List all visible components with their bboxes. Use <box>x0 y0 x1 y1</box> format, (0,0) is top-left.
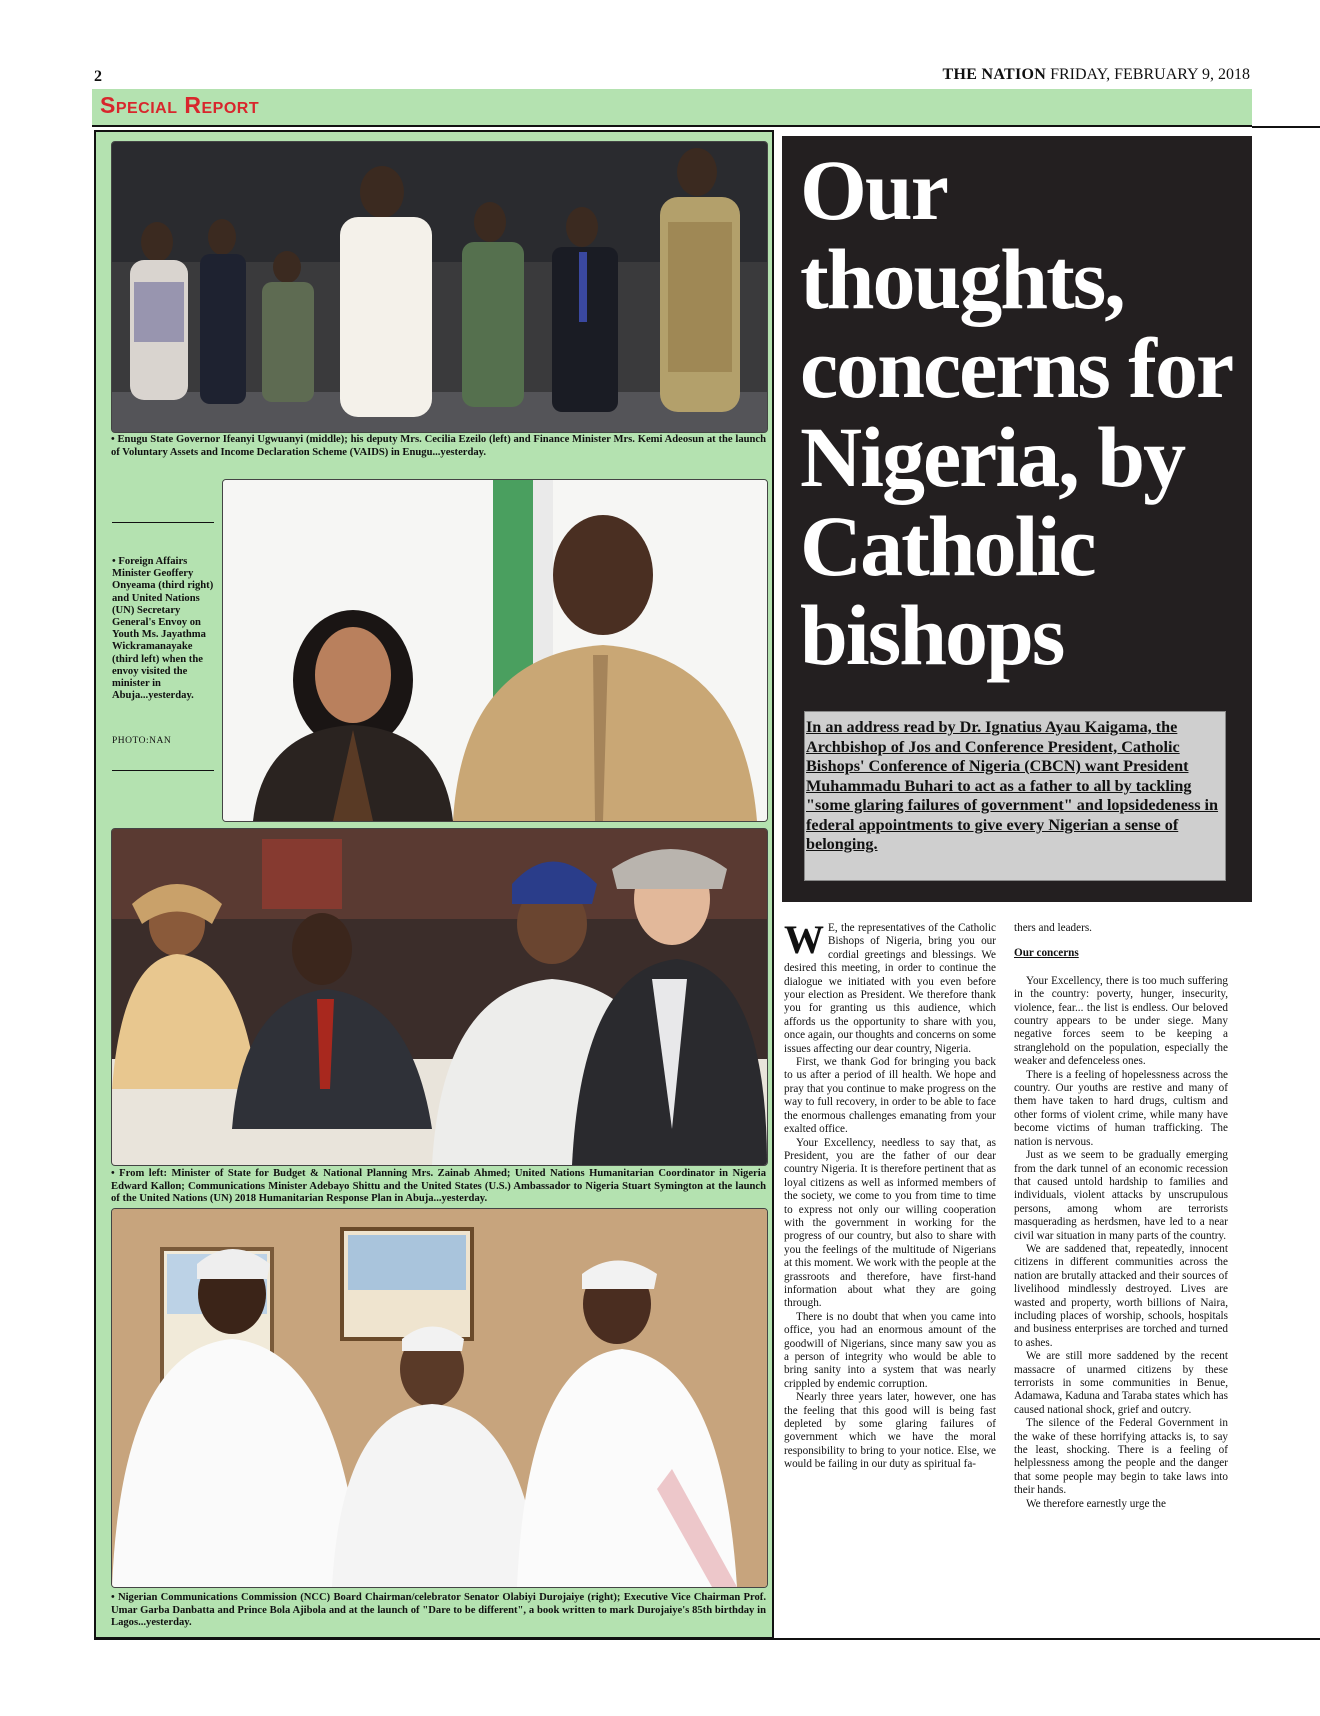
paragraph: The silence of the Federal Government in the wake of these horrifying attacks is, to say the least, shocking. There is a feeling of helplessness among the people and the danger that some people may begin to take laws into their hands. <box>1014 1417 1228 1497</box>
issue-date: FRIDAY, FEBRUARY 9, 2018 <box>1050 66 1250 83</box>
paragraph: thers and leaders. <box>1014 922 1092 934</box>
section-bar <box>92 89 1252 127</box>
paper-name: THE NATION <box>942 66 1047 83</box>
subhead: Our concerns <box>1014 947 1079 960</box>
caption-rule-top <box>112 522 214 523</box>
bottom-rule <box>94 1638 1320 1640</box>
photo-envoy-visit <box>222 479 768 822</box>
photo1-caption: • Enugu State Governor Ifeanyi Ugwuanyi (middle); his deputy Mrs. Cecilia Ezeilo (left) and Finance Minister Mrs. Kemi Adeosun at the launch of Voluntary Assets and Income Declaration Scheme (VAIDS) in Enugu...yesterday. <box>111 434 766 458</box>
photo2-caption: • Foreign Affairs Minister Geoffery Onyeama (third right) and United Nations (UN) Secretary General's Envoy on Youth Ms. Jayathma Wickramanayake (third left) when the envoy visited the minister in Abuja...yesterday. <box>112 556 214 702</box>
paragraph-text: E, the representatives of the Catholic Bishops of Nigeria, bring you our cordial greetings and blessings. We desired this meeting, in order to continue the dialogue we initiated with you even before your election as President. We therefore thank you for granting us this audience, which affords us the opportunity to share with you, once again, our thoughts and concerns on some issues affecting our dear country, Nigeria. <box>784 922 996 1055</box>
photo4-caption: • Nigerian Communications Commission (NCC) Board Chairman/celebrator Senator Olabiyi Durojaiye (right); Executive Vice Chairman Prof. Umar Garba Danbatta and Prince Bola Ajibola and at the launch of "Dare to be different", a book written to mark Durojaiye's 85th birthday in Lagos...yesterday. <box>111 1592 766 1629</box>
page-number: 2 <box>94 68 102 85</box>
intro-text: In an address read by Dr. Ignatius Ayau Kaigama, the Archbishop of Jos and Conference President, Catholic Bishops' Conference of Nigeria (CBCN) want President Muhammadu Buhari to act as a father to all by tackling "some glaring failures of government" and lopsidedeness in federal appointments to give every Nigerian a sense of belonging. <box>806 718 1219 853</box>
paragraph: There is no doubt that when you came into office, you had an enormous amount of the goodwill of Nigerians, since many saw you as a person of integrity who would be able to bring sanity into a system that was nearly crippled by endemic corruption. <box>784 1310 996 1390</box>
photo-book-launch <box>111 1208 768 1588</box>
drop-cap: W <box>784 917 824 962</box>
masthead <box>890 66 1250 84</box>
paragraph: We therefore earnestly urge the <box>1026 1497 1166 1510</box>
photo3-caption: • From left: Minister of State for Budget & National Planning Mrs. Zainab Ahmed; United Nations Humanitarian Coordinator in Nigeria Edward Kallon; Communications Minister Adebayo Shittu and the United States (U.S.) Ambassador to Nigeria Stuart Symington at the launch of the United Nations (UN) 2018 Humanitarian Response Plan in Abuja...yesterday. <box>111 1168 766 1205</box>
paragraph: Your Excellency, needless to say that, as President, you are the father of our dear country Nigeria. It is therefore pertinent that as loyal citizens as well as informed members of the society, we come to you from time to time to express not only our willing cooperation with the government in working for the progress of our country, but also to share with you the feelings of the multitude of Nigerians at this moment. We work with the people at the grassroots and therefore, have first-hand information about what they are going through. <box>784 1136 996 1310</box>
paragraph <box>784 917 996 1056</box>
paragraph: We are saddened that, repeatedly, innocent citizens in different communities across the nation are brutally attacked and their sources of livelihood mindlessly destroyed. Lives are wasted and property, worth billions of Naira, including places of worship, schools, hospitals and business enterprises are torched and turned to ashes. <box>1014 1242 1228 1349</box>
caption-rule-bottom <box>112 770 214 771</box>
article-column-2 <box>1014 922 1228 1511</box>
paragraph: Nearly three years later, however, one has the feeling that this good will is being fast depleted by some glaring failures of government which we have the moral responsibility to bring to your notice. Else, we would be failing in our duty as spiritual fa- <box>784 1391 996 1471</box>
paragraph: We are still more saddened by the recent massacre of unarmed citizens by these terrorists in some communities in Benue, Adamawa, Kaduna and Taraba states which has caused national shock, grief and outcry. <box>1014 1350 1228 1416</box>
photo-humanitarian-plan <box>111 828 768 1166</box>
paragraph: There is a feeling of hopelessness across the country. Our youths are restive and many of them have taken to hard drugs, cultism and other forms of violent crime, while many have become victims of human trafficking. The nation is nervous. <box>1014 1068 1228 1148</box>
headline: Our thoughts, concerns for Nigeria, by Catholic bishops <box>800 142 1231 683</box>
paragraph: Just as we seem to be gradually emerging from the dark tunnel of an economic recession that caused untold hardship to families and individuals, violent attacks by unscrupulous persons, among whom are terrorists masquerading as herdsmen, have led to a near civil war situation in many parts of the country. <box>1014 1149 1228 1242</box>
photo-vaids-launch <box>111 141 768 433</box>
paragraph: First, we thank God for bringing you back to us after a period of ill health. We hope and pray that you continue to make progress on the way to full recovery, in order to be able to face the enormous challenges emanating from your exalted office. <box>784 1056 996 1136</box>
paragraph: Your Excellency, there is too much suffering in the country: poverty, hunger, insecurity, violence, fear... the list is endless. Our beloved country appears to be under siege. Many negative forces seem to be keeping a stranglehold on the population, especially the weaker and defenceless ones. <box>1014 974 1228 1068</box>
section-label: Special Report <box>100 92 260 118</box>
photo-credit: PHOTO:NAN <box>112 736 172 746</box>
article-column-1 <box>784 917 996 1472</box>
header-rule <box>1252 126 1320 128</box>
